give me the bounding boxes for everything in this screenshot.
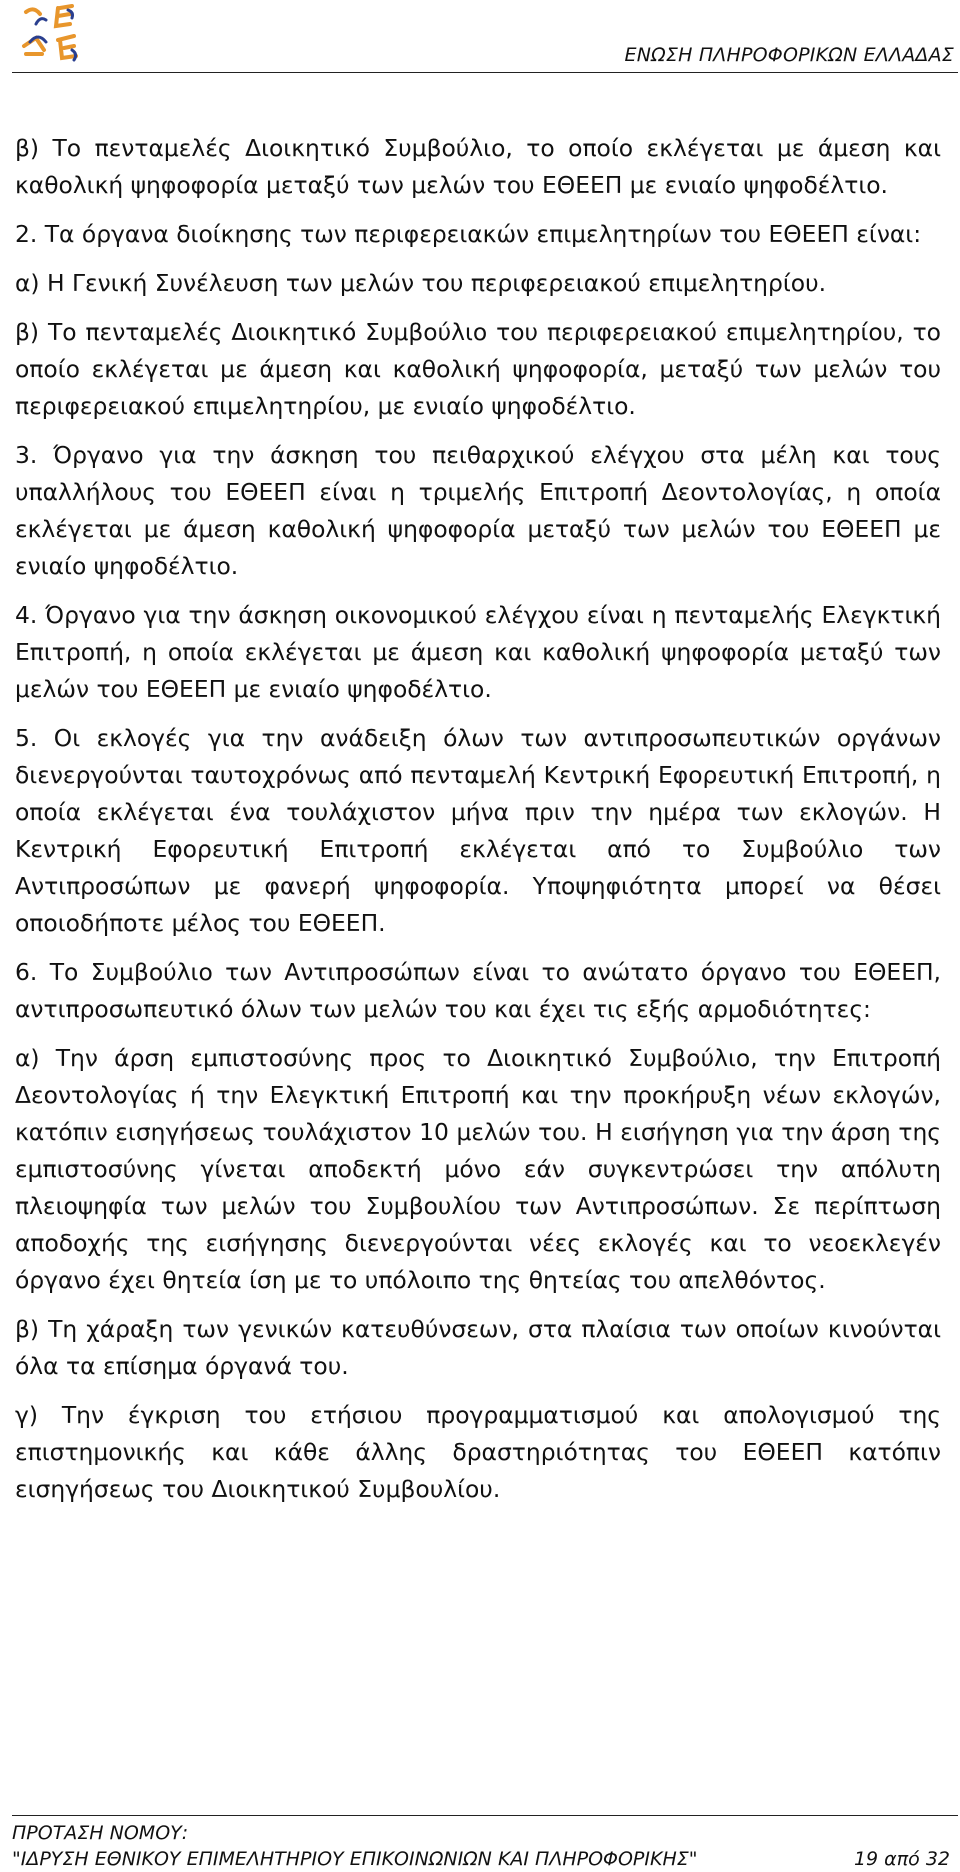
paragraph: 2. Τα όργανα διοίκησης των περιφερειακών επιμελητηρίων του ΕΘΕΕΠ είναι: — [15, 220, 922, 248]
paragraph: 3. Όργανο για την άσκηση του πειθαρχικού ελέγχου στα μέλη και τους υπαλλήλους του ΕΘΕΕΠ είναι η τριμελής Επιτροπή Δεοντολογίας, η οποία εκλέγεται με άμεση καθολική ψηφοφορία μεταξύ των μελών του ΕΘΕΕΠ με ενιαίο ψηφοδέλτιο. — [15, 441, 941, 580]
paragraph: α) Η Γενική Συνέλευση των μελών του περιφερειακού επιμελητηρίου. — [15, 269, 827, 297]
page-header — [12, 0, 958, 73]
header-title: ΕΝΩΣΗ ΠΛΗΡΟΦΟΡΙΚΩΝ ΕΛΛΑΔΑΣ — [624, 44, 954, 66]
paragraph: β) Τη χάραξη των γενικών κατευθύνσεων, στα πλαίσια των οποίων κινούνται όλα τα επίσημα όργανά του. — [15, 1315, 941, 1380]
paragraph: 6. Το Συμβούλιο των Αντιπροσώπων είναι το ανώτατο όργανο του ΕΘΕΕΠ, αντιπροσωπευτικό όλων των μελών του και έχει τις εξής αρμοδιότητες: — [15, 958, 941, 1023]
paragraph: 4. Όργανο για την άσκηση οικονομικού ελέγχου είναι η πενταμελής Ελεγκτική Επιτροπή, η οποία εκλέγεται με άμεση και καθολική ψηφοφορία μεταξύ των μελών του ΕΘΕΕΠ με ενιαίο ψηφοδέλτιο. — [15, 601, 941, 703]
paragraph: α) Την άρση εμπιστοσύνης προς το Διοικητικό Συμβούλιο, την Επιτροπή Δεοντολογίας ή την Ελεγκτική Επιτροπή και την προκήρυξη νέων εκλογών, κατόπιν εισηγήσεως τουλάχιστον 10 μελών του. Η εισήγηση για την άρση της εμπιστοσύνης γίνεται αποδεκτή μόνο εάν συγκεντρώσει την απόλυτη πλειοψηφία των μελών του Συμβουλίου των Αντιπροσώπων. Σε περίπτωση αποδοχής της εισήγησης διενεργούνται νέες εκλογές και το νεοεκλεγέν όργανο έχει θητεία ίση με το υπόλοιπο της θητείας του απελθόντος. — [15, 1044, 941, 1294]
page-footer — [12, 1815, 958, 1872]
epe-logo-icon — [16, 2, 92, 70]
paragraph: β) Το πενταμελές Διοικητικό Συμβούλιο, το οποίο εκλέγεται με άμεση και καθολική ψηφοφορία μεταξύ των μελών του ΕΘΕΕΠ με ενιαίο ψηφοδέλτιο. — [15, 134, 941, 199]
page-number: 19 από 32 — [853, 1848, 950, 1870]
footer-label: ΠΡΟΤΑΣΗ ΝΟΜΟΥ: — [12, 1822, 189, 1844]
footer-row — [12, 1846, 958, 1872]
footer-law-title: "ΙΔΡΥΣΗ ΕΘΝΙΚΟΥ ΕΠΙΜΕΛΗΤΗΡΙΟΥ ΕΠΙΚΟΙΝΩΝΙΩΝ ΚΑΙ ΠΛΗΡΟΦΟΡΙΚΗΣ" — [12, 1848, 698, 1870]
paragraph: β) Το πενταμελές Διοικητικό Συμβούλιο του περιφερειακού επιμελητηρίου, το οποίο εκλέγεται με άμεση και καθολική ψηφοφορία, μεταξύ των μελών του περιφερειακού επιμελητηρίου, με ενιαίο ψηφοδέλτιο. — [15, 318, 941, 420]
paragraph: γ) Την έγκριση του ετήσιου προγραμματισμού και απολογισμού της επιστημονικής και κάθε άλλης δραστηριότητας του ΕΘΕΕΠ κατόπιν εισηγήσεως του Διοικητικού Συμβουλίου. — [15, 1401, 941, 1503]
document-body — [15, 130, 941, 1520]
paragraph: 5. Οι εκλογές για την ανάδειξη όλων των αντιπροσωπευτικών οργάνων διενεργούνται ταυτοχρόνως από πενταμελή Κεντρική Εφορευτική Επιτροπή, η οποία εκλέγεται ένα τουλάχιστον μήνα πριν την ημέρα των εκλογών. Η Κεντρική Εφορευτική Επιτροπή εκλέγεται από το Συμβούλιο των Αντιπροσώπων με φανερή ψηφοφορία. Υποψηφιότητα μπορεί να θέσει οποιοδήποτε μέλος του ΕΘΕΕΠ. — [15, 724, 941, 937]
